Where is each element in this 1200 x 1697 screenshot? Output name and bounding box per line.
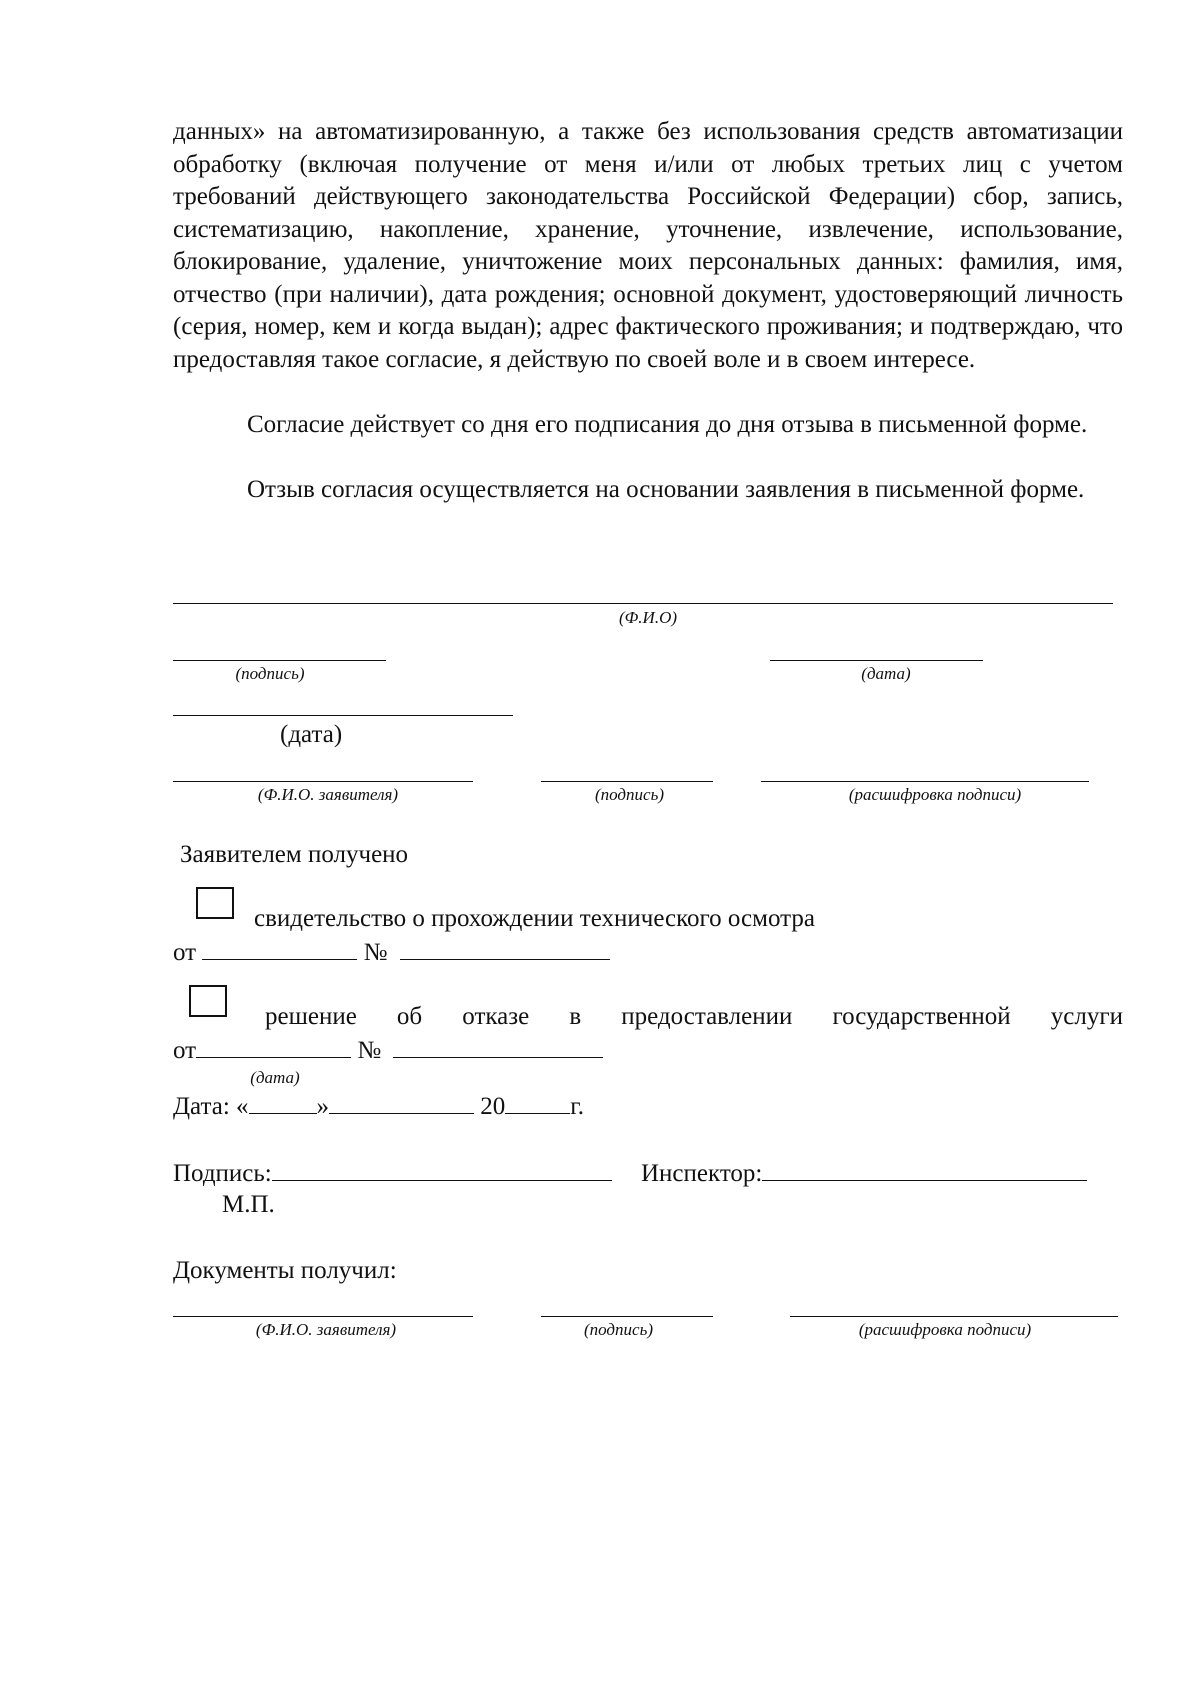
footer-inspector-row	[641, 1158, 1087, 1189]
footer-year-suffix: г.	[570, 1093, 584, 1120]
footer-date-row	[173, 1091, 584, 1122]
final-fio-line[interactable]	[173, 1316, 473, 1317]
stamp-label: М.П.	[222, 1191, 275, 1218]
applicant-fio-line[interactable]	[173, 781, 473, 782]
applicant-signature-caption: (подпись)	[595, 785, 664, 804]
footer-year-line[interactable]	[505, 1091, 570, 1114]
consent-paragraph-1: данных» на автоматизированную, а также без использования средств автоматизации обработку (включая получение от меня и/или от любых третьих лиц с учетом требований действующего законодательства Российской Федерации) сбор, запись, систематизацию, накопление, хранение, уточнение, извлечение, использование, блокирование, удаление, уничтожение моих персональных данных: фамилия, имя, отчество (при наличии), дата рождения; основной документ, удостоверяющий личность (серия, номер, кем и когда выдан); адрес фактического проживания; и подтверждаю, что предоставляя такое согласие, я действую по своей воле и в своем интересе.	[173, 118, 1123, 373]
date-entry-line[interactable]	[173, 715, 513, 716]
footer-inspector-line[interactable]	[762, 1158, 1087, 1181]
footer-signature-line[interactable]	[272, 1158, 612, 1181]
date-caption: (дата)	[861, 664, 911, 683]
final-fio-caption: (Ф.И.О. заявителя)	[255, 1320, 397, 1339]
refusal-from-label: от	[173, 1037, 197, 1064]
footer-signature-label: Подпись:	[173, 1160, 272, 1187]
signature-caption: (подпись)	[235, 664, 305, 683]
applicant-decoding-caption: (расшифровка подписи)	[848, 785, 1022, 804]
applicant-decoding-line[interactable]	[761, 781, 1089, 782]
footer-signature-row	[173, 1158, 612, 1189]
footer-day-line[interactable]	[249, 1091, 317, 1114]
footer-year-prefix: 20	[480, 1093, 506, 1120]
final-decoding-line[interactable]	[790, 1316, 1118, 1317]
certificate-number-line[interactable]	[400, 937, 610, 960]
certificate-number-label: №	[363, 939, 388, 966]
refusal-number-line[interactable]	[393, 1035, 603, 1058]
footer-date-label: Дата: «	[173, 1093, 249, 1120]
documents-received-label: Документы получил:	[173, 1257, 397, 1284]
refusal-option-label: решение об отказе в предоставлении государственной услуги	[265, 1003, 1123, 1030]
fio-caption: (Ф.И.О)	[618, 608, 678, 627]
consent-paragraph-2: Согласие действует со дня его подписания до дня отзыва в письменной форме.	[247, 411, 1088, 438]
signature-line[interactable]	[173, 660, 386, 661]
final-decoding-caption: (расшифровка подписи)	[858, 1320, 1032, 1339]
date-entry-label: (дата)	[280, 721, 343, 748]
final-signature-caption: (подпись)	[584, 1320, 653, 1339]
certificate-checkbox[interactable]	[196, 887, 234, 919]
fio-line[interactable]	[173, 603, 1113, 604]
refusal-date-caption: (дата)	[250, 1068, 300, 1087]
refusal-checkbox[interactable]	[189, 985, 227, 1017]
footer-month-line[interactable]	[329, 1091, 474, 1114]
date-line[interactable]	[770, 660, 983, 661]
applicant-fio-caption: (Ф.И.О. заявителя)	[257, 785, 399, 804]
consent-paragraph-3: Отзыв согласия осуществляется на основании заявления в письменной форме.	[247, 476, 1085, 503]
final-signature-line[interactable]	[541, 1316, 713, 1317]
certificate-from-label: от	[173, 939, 197, 966]
certificate-option-label: свидетельство о прохождении технического осмотра	[254, 905, 815, 932]
footer-date-quote: »	[316, 1093, 330, 1120]
certificate-date-line[interactable]	[202, 937, 357, 960]
footer-inspector-label: Инспектор:	[641, 1160, 763, 1187]
refusal-from-row	[173, 1035, 603, 1066]
refusal-date-line[interactable]	[196, 1035, 351, 1058]
received-heading: Заявителем получено	[180, 841, 409, 868]
refusal-number-label: №	[357, 1037, 382, 1064]
certificate-from-row	[173, 937, 610, 968]
applicant-signature-line[interactable]	[541, 781, 713, 782]
